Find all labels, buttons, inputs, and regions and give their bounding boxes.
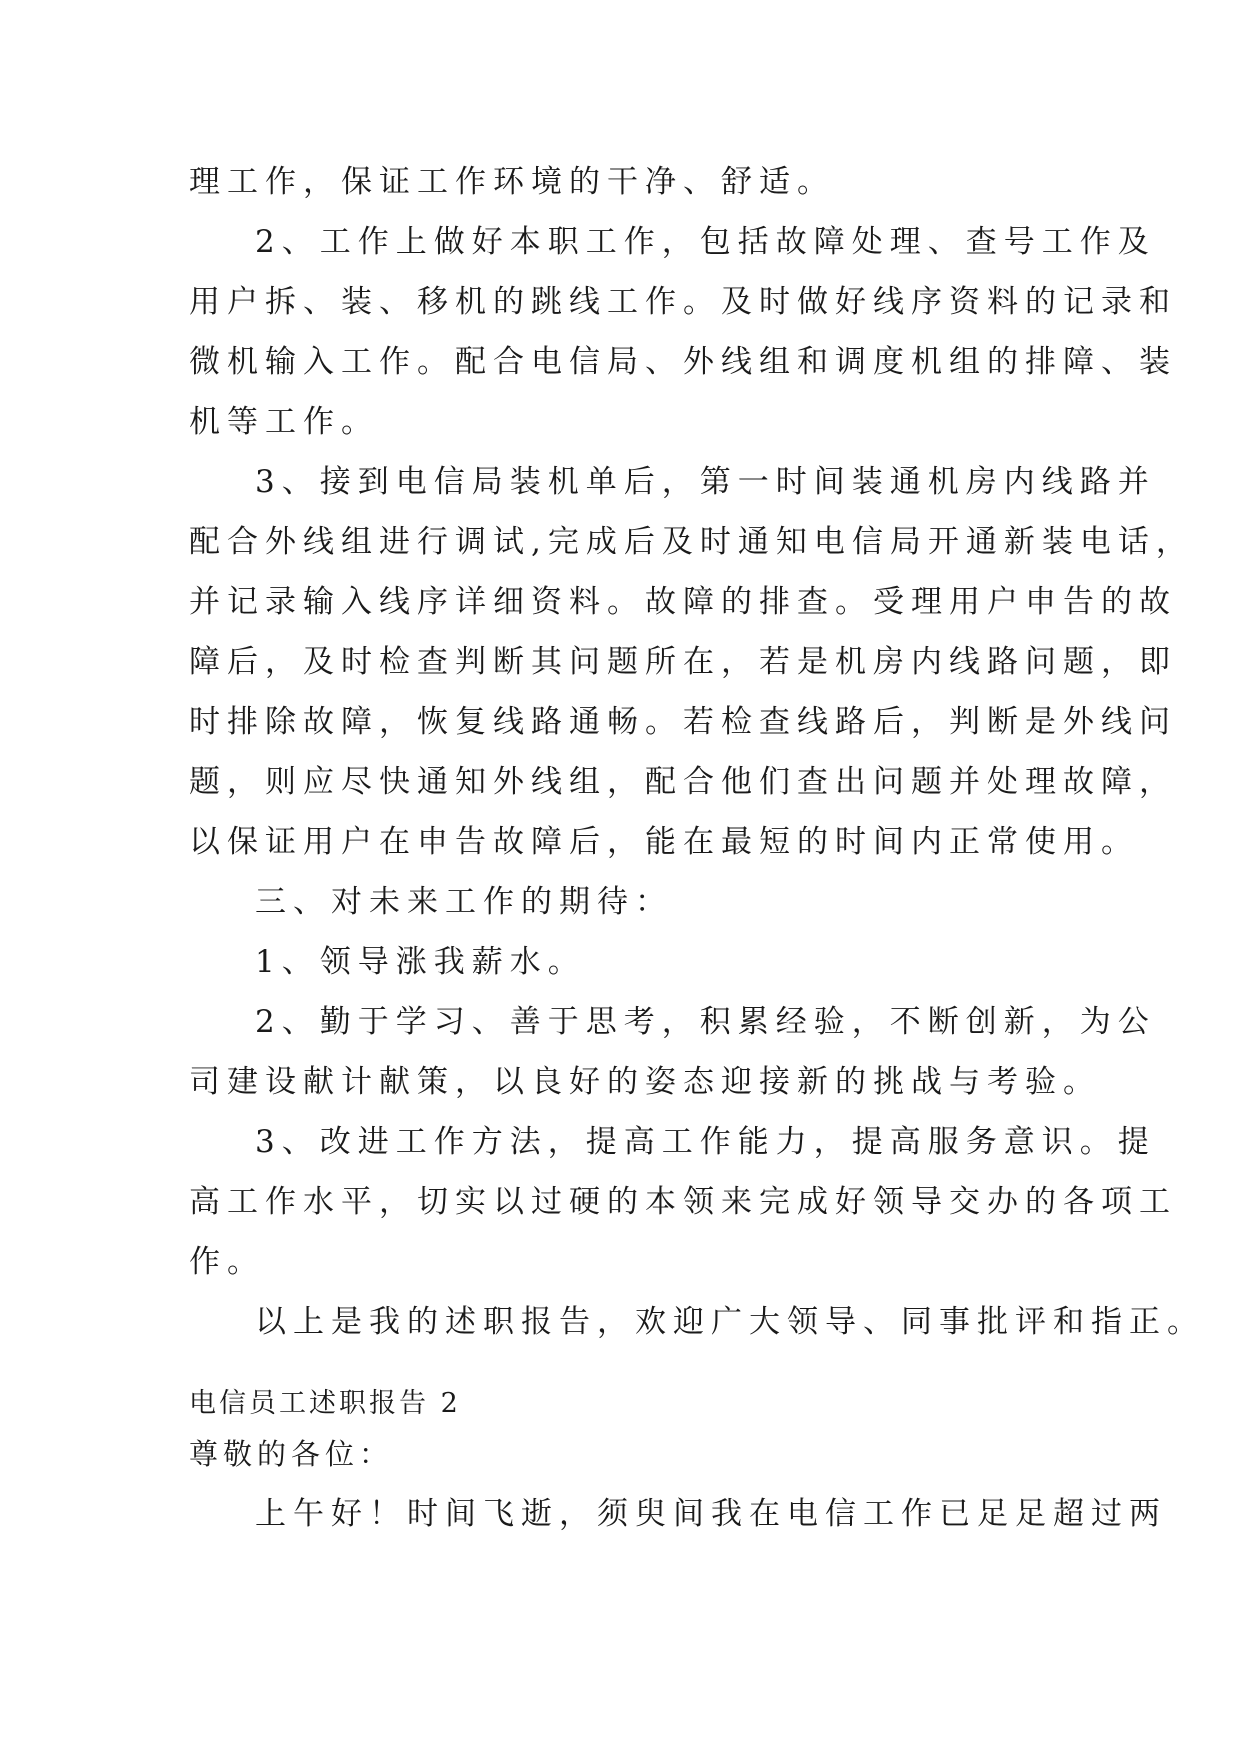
paragraph-line: 障后，及时检查判断其问题所在，若是机房内线路问题，即 (189, 644, 1177, 680)
paragraph-line: 高工作水平，切实以过硬的本领来完成好领导交办的各项工 (189, 1184, 1177, 1220)
paragraph-line: 以保证用户在申告故障后，能在最短的时间内正常使用。 (189, 824, 1139, 860)
greeting: 尊敬的各位： (189, 1437, 394, 1471)
paragraph-line: 并记录输入线序详细资料。故障的排查。受理用户申告的故 (189, 584, 1177, 620)
section-title: 电信员工述职报告 2 (189, 1388, 461, 1419)
closing-line: 以上是我的述职报告，欢迎广大领导、同事批评和指正。 (255, 1304, 1205, 1340)
report-body (189, 152, 1205, 1352)
paragraph-line: 3、改进工作方法，提高工作能力，提高服务意识。提 (255, 1124, 1156, 1160)
paragraph-line: 2、勤于学习、善于思考，积累经验，不断创新，为公 (255, 1004, 1156, 1040)
paragraph-line: 题，则应尽快通知外线组，配合他们查出问题并处理故障， (189, 764, 1177, 800)
report-2-section (189, 1382, 1167, 1546)
opening-line: 上午好！时间飞逝，须臾间我在电信工作已足足超过两 (255, 1496, 1167, 1532)
paragraph-line: 用户拆、装、移机的跳线工作。及时做好线序资料的记录和 (189, 284, 1177, 320)
paragraph-line: 作。 (189, 1244, 265, 1280)
paragraph-line: 机等工作。 (189, 404, 379, 440)
paragraph-line: 2、工作上做好本职工作，包括故障处理、查号工作及 (255, 224, 1156, 260)
paragraph-line: 3、接到电信局装机单后，第一时间装通机房内线路并 (255, 464, 1156, 500)
paragraph-line: 1、领导涨我薪水。 (255, 944, 586, 980)
paragraph-line: 配合外线组进行调试,完成后及时通知电信局开通新装电话， (189, 524, 1194, 560)
paragraph-line: 司建设献计献策，以良好的姿态迎接新的挑战与考验。 (189, 1064, 1101, 1100)
paragraph-line: 微机输入工作。配合电信局、外线组和调度机组的排障、装 (189, 344, 1177, 380)
paragraph-line: 时排除故障，恢复线路通畅。若检查线路后，判断是外线问 (189, 704, 1177, 740)
section-heading-line: 三、对未来工作的期待： (255, 884, 673, 920)
paragraph-line: 理工作，保证工作环境的干净、舒适。 (189, 164, 835, 200)
